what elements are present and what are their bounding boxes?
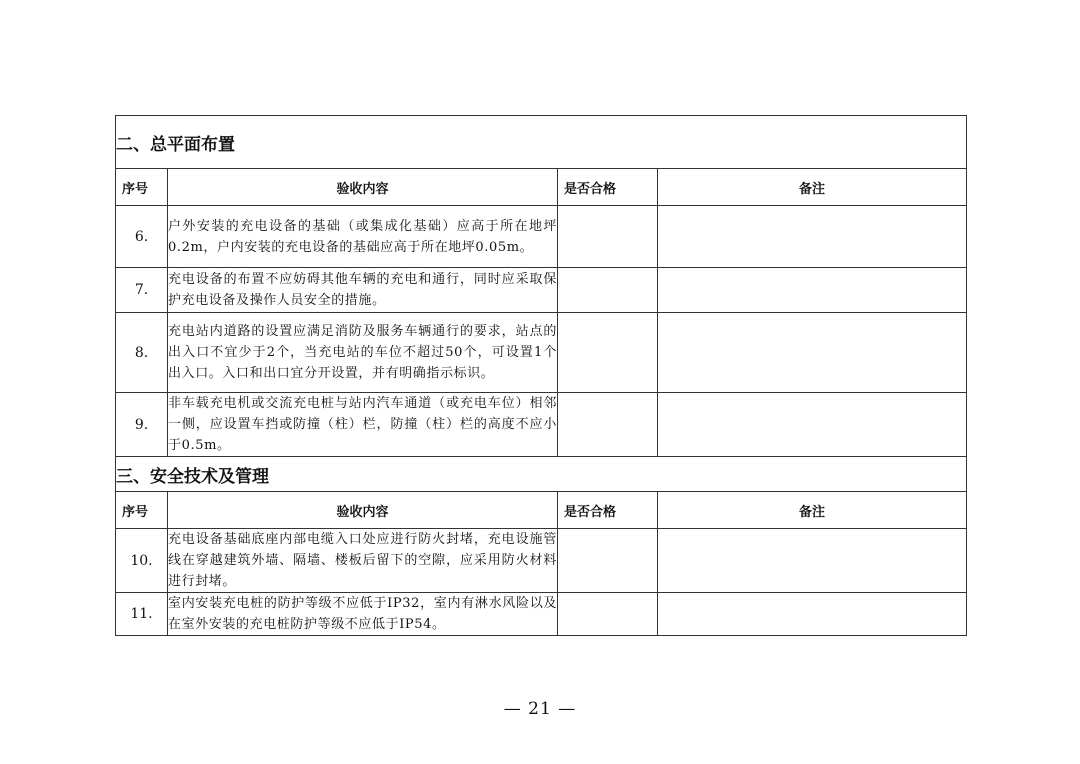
row-content: 充电站内道路的设置应满足消防及服务车辆通行的要求，站点的出入口不宜少于2个，当充电站的车位不超过50个，可设置1个出入口。入口和出口宜分开设置，并有明确指示标识。 [168,313,558,393]
header-number: 序号 [116,492,168,529]
table-row [116,593,967,636]
row-pass-cell[interactable] [558,529,658,593]
row-note-cell[interactable] [658,529,967,593]
header-note: 备注 [658,492,967,529]
row-note-cell[interactable] [658,206,967,268]
row-number: 8. [116,313,168,393]
row-pass-cell[interactable] [558,268,658,313]
page-number: — 21 — [503,699,577,719]
row-content: 非车载充电机或交流充电桩与站内汽车通道（或充电车位）相邻一侧，应设置车挡或防撞（柱）栏，防撞（柱）栏的高度不应小于0.5m。 [168,393,558,457]
row-content: 室内安装充电桩的防护等级不应低于IP32，室内有淋水风险以及在室外安装的充电桩防护等级不应低于IP54。 [168,593,558,636]
column-header-row [116,169,967,206]
row-pass-cell[interactable] [558,593,658,636]
row-pass-cell[interactable] [558,393,658,457]
table-row [116,529,967,593]
row-note-cell[interactable] [658,393,967,457]
row-number: 7. [116,268,168,313]
section-header-row [116,457,967,492]
row-pass-cell[interactable] [558,313,658,393]
header-content: 验收内容 [168,169,558,206]
header-pass: 是否合格 [558,169,658,206]
header-pass: 是否合格 [558,492,658,529]
table-row [116,313,967,393]
section-title: 二、总平面布置 [116,116,967,169]
row-content: 充电设备基础底座内部电缆入口处应进行防火封堵，充电设施管线在穿越建筑外墙、隔墙、楼板后留下的空隙，应采用防火材料进行封堵。 [168,529,558,593]
section-header-row [116,116,967,169]
row-content: 充电设备的布置不应妨碍其他车辆的充电和通行，同时应采取保护充电设备及操作人员安全的措施。 [168,268,558,313]
table-row [116,206,967,268]
acceptance-checklist-table [115,115,967,636]
header-content: 验收内容 [168,492,558,529]
row-number: 6. [116,206,168,268]
header-number: 序号 [116,169,168,206]
row-pass-cell[interactable] [558,206,658,268]
row-number: 9. [116,393,168,457]
row-content: 户外安装的充电设备的基础（或集成化基础）应高于所在地坪0.2m，户内安装的充电设备的基础应高于所在地坪0.05m。 [168,206,558,268]
header-note: 备注 [658,169,967,206]
table-row [116,268,967,313]
section-title: 三、安全技术及管理 [116,457,967,492]
row-note-cell[interactable] [658,268,967,313]
row-number: 10. [116,529,168,593]
row-number: 11. [116,593,168,636]
row-note-cell[interactable] [658,313,967,393]
table-row [116,393,967,457]
row-note-cell[interactable] [658,593,967,636]
column-header-row [116,492,967,529]
